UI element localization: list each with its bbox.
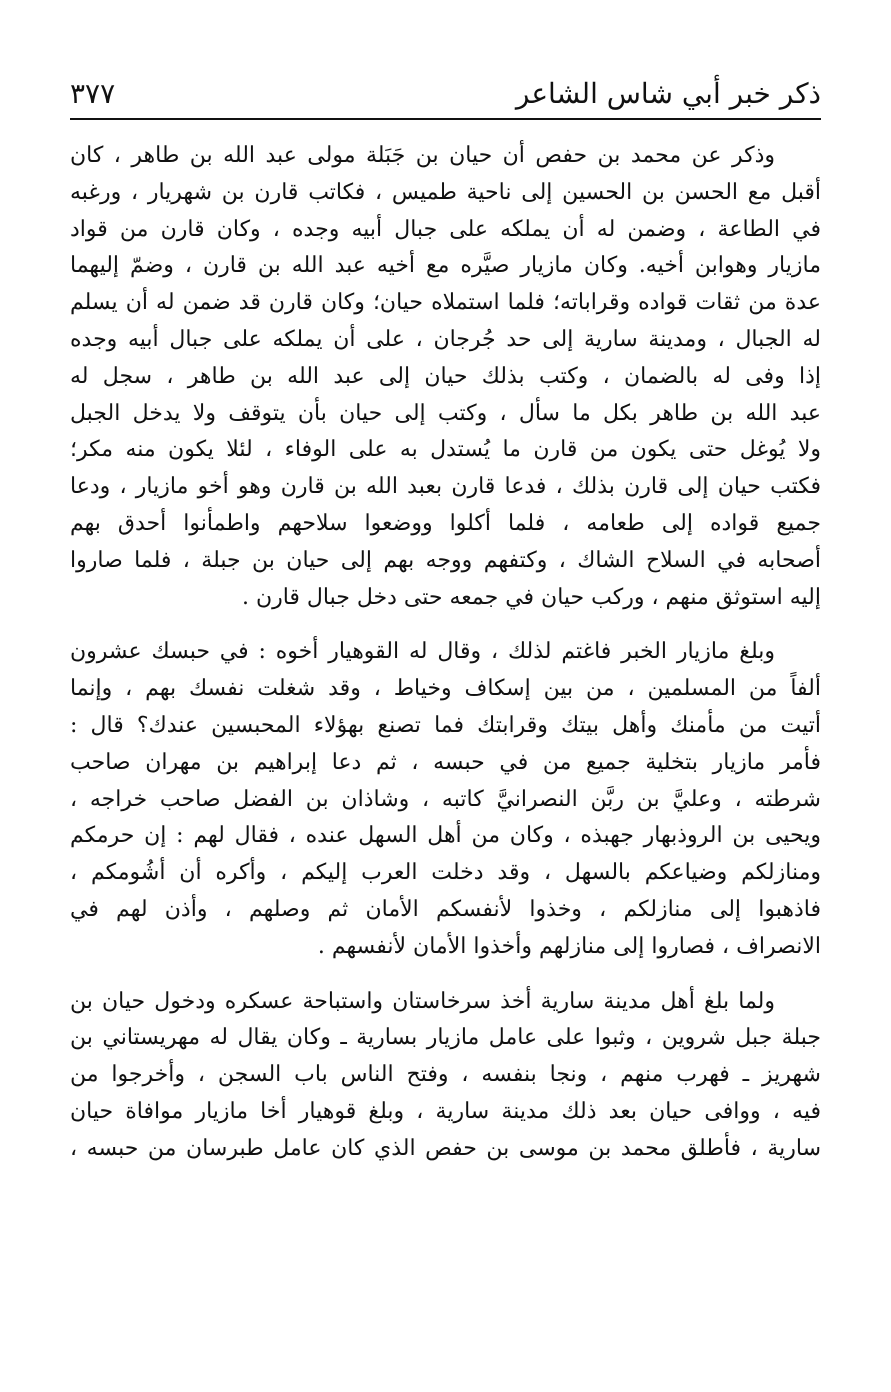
text-line: أصحابه في السلاح الشاك ، وكتفهم ووجه بهم إلى حيان بن جبلة ، فلما صاروا [70, 547, 821, 573]
text-line: إذا وفى له بالضمان ، وكتب بذلك حيان إلى عبد الله بن طاهر ، سجل له [70, 363, 821, 389]
body-text [70, 138, 821, 1186]
text-line: في الطاعة ، وضمن له أن يملكه على جبال أبيه وجده ، وكان قارن من قواد [70, 216, 821, 242]
text-line: جميع قواده إلى طعامه ، فلما أكلوا ووضعوا سلاحهم واطمأنوا أحدق بهم [70, 510, 821, 536]
text-line: جبلة جبل شروين ، وثبوا على عامل مازيار بسارية ـ وكان يقال له مهريستاني بن [70, 1025, 821, 1051]
text-line: ولما بلغ أهل مدينة سارية أخذ سرخاستان واستباحة عسكره ودخول حيان بن [70, 988, 775, 1014]
text-line: فأمر مازيار بتخلية جميع من في حبسه ، ثم دعا إبراهيم بن مهران صاحب [70, 749, 821, 775]
text-line: مازيار وهوابن أخيه. وكان مازيار صيَّره مع أخيه عبد الله بن قارن ، وضمّ إليهما [70, 253, 821, 279]
text-line: شرطته ، وعليَّ بن ربَّن النصرانيَّ كاتبه ، وشاذان بن الفضل صاحب خراجه ، [70, 786, 821, 812]
text-line: ويحيى بن الروذبهار جهبذه ، وكان من أهل السهل عنده ، فقال لهم : إن حرمكم [70, 823, 821, 849]
text-line: وذكر عن محمد بن حفص أن حيان بن جَبَلة مولى عبد الله بن طاهر ، كان [70, 143, 775, 168]
text-line: عبد الله بن طاهر بكل ما سأل ، وكتب إلى حيان بأن يتوقف ولا يدخل الجبل [70, 400, 821, 426]
paragraph-1 [70, 138, 821, 616]
page-number: ٣٧٧ [70, 77, 116, 110]
text-line: شهريز ـ فهرب منهم ، ونجا بنفسه ، وفتح الناس باب السجن ، وأخرجوا من [70, 1062, 821, 1088]
paragraph-2 [70, 634, 821, 965]
text-line: ألفاً من المسلمين ، من بين إسكاف وخياط ، وقد شغلت نفسك بهم ، وإنما [70, 676, 821, 702]
text-line: إليه استوثق منهم ، وركب حيان في جمعه حتى دخل جبال قارن . [241, 584, 821, 610]
text-line: ولا يُوغل حتى يكون من قارن ما يُستدل به على الوفاء ، لئلا يكون منه مكر؛ [70, 437, 821, 463]
paragraph-3 [70, 984, 821, 1168]
text-line: سارية ، فأطلق محمد بن موسى بن حفص الذي كان عامل طبرسان من حبسه ، [70, 1135, 821, 1161]
chapter-title: ذكر خبر أبي شاس الشاعر [515, 77, 821, 110]
text-line: فاذهبوا إلى منازلكم ، وخذوا لأنفسكم الأمان ثم وصلهم ، وأذن لهم في [70, 896, 821, 922]
text-line: أتيت من مأمنك وأهل بيتك وقرابتك فما تصنع بهؤلاء المحبسين عندك؟ قال : [70, 712, 821, 738]
text-line: الانصراف ، فصاروا إلى منازلهم وأخذوا الأمان لأنفسهم . [317, 933, 821, 959]
text-line: أقبل مع الحسن بن الحسين إلى ناحية طميس ، فكاتب قارن بن شهريار ، ورغبه [70, 179, 821, 205]
text-line: ومنازلكم وضياعكم بالسهل ، وقد دخلت العرب إليكم ، وأكره أن أشُومكم ، [70, 860, 821, 886]
text-line: له الجبال ، ومدينة سارية إلى حد جُرجان ، على أن يملكه على جبال أبيه وجده [70, 326, 821, 352]
text-line: فيه ، ووافى حيان بعد ذلك مدينة سارية ، وبلغ قوهيار أخا مازيار موافاة حيان [70, 1098, 821, 1124]
text-line: وبلغ مازيار الخبر فاغتم لذلك ، وقال له القوهيار أخوه : في حبسك عشرون [70, 639, 775, 665]
text-line: عدة من ثقات قواده وقراباته؛ فلما استملاه حيان؛ وكان قارن قد ضمن له أن يسلم [70, 290, 821, 316]
running-head [70, 62, 821, 120]
text-line: فكتب حيان إلى قارن بذلك ، فدعا قارن بعبد الله بن قارن وهو أخو مازيار ، ودعا [70, 474, 821, 500]
